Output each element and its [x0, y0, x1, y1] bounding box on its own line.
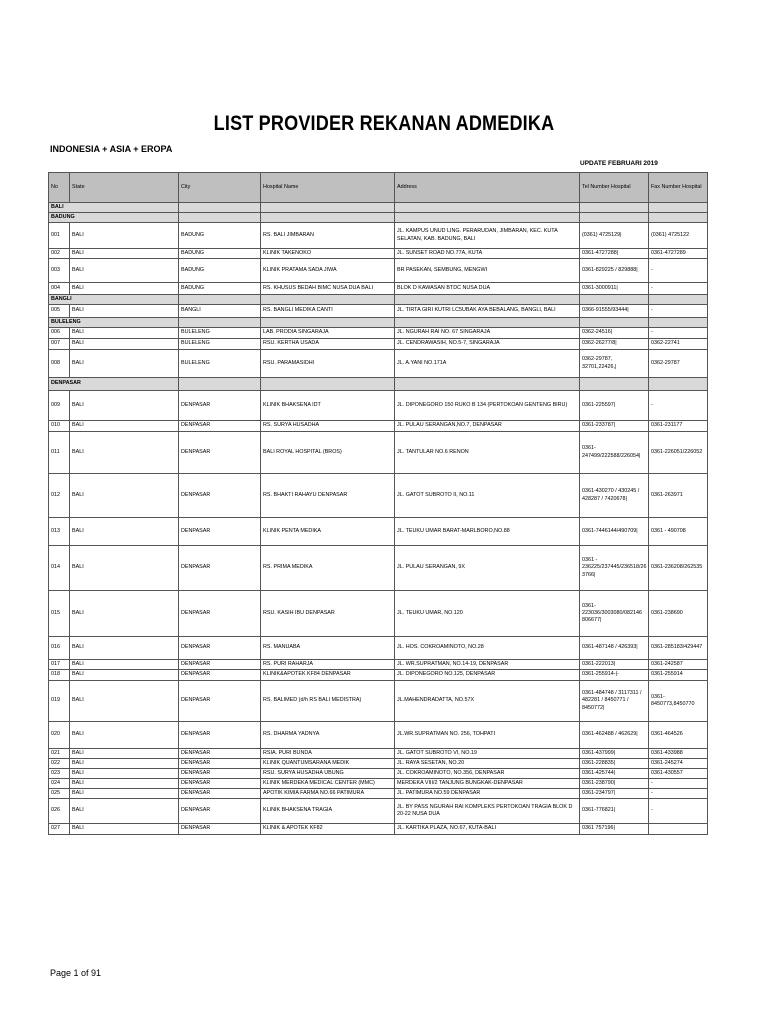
group-empty-cell	[649, 213, 708, 223]
cell-city: DENPASAR	[179, 670, 261, 681]
cell-tel: 0361-3000911|	[580, 283, 649, 295]
cell-hospital-name: RS. MANUABA	[261, 637, 395, 660]
cell-tel: 0361-228835|	[580, 759, 649, 769]
cell-tel: 0361-4727288|	[580, 249, 649, 259]
cell-state: BALI	[70, 474, 179, 518]
cell-address: JL. TANTULAR NO.6 RENON	[395, 432, 580, 474]
table-row	[49, 421, 708, 432]
cell-hospital-name: LAB. PRODIA SINGARAJA	[261, 328, 395, 339]
cell-address: BLOK D KAWASAN BTDC NUSA DUA	[395, 283, 580, 295]
cell-no: 024	[49, 779, 70, 789]
group-empty-cell	[395, 213, 580, 223]
cell-no: 021	[49, 749, 70, 759]
cell-city: BADUNG	[179, 223, 261, 249]
header-no: No	[49, 173, 70, 203]
group-label: BALI	[49, 203, 179, 213]
cell-fax: 0361-236208/262535	[649, 546, 708, 591]
cell-fax: 0361-245274	[649, 759, 708, 769]
cell-state: BALI	[70, 249, 179, 259]
cell-no: 017	[49, 660, 70, 670]
group-empty-cell	[179, 213, 261, 223]
header-state: State	[70, 173, 179, 203]
cell-fax: -	[649, 283, 708, 295]
table-body	[49, 203, 708, 835]
cell-city: BULELENG	[179, 339, 261, 350]
cell-fax: -	[649, 789, 708, 799]
cell-fax: -	[649, 779, 708, 789]
cell-tel: 0361-255914-|-	[580, 670, 649, 681]
cell-fax: -	[649, 328, 708, 339]
cell-tel: 0361-7446144/490709|	[580, 518, 649, 546]
group-empty-cell	[395, 203, 580, 213]
cell-city: DENPASAR	[179, 660, 261, 670]
cell-city: DENPASAR	[179, 474, 261, 518]
cell-fax: 0361-8450773,8450770	[649, 681, 708, 722]
group-empty-cell	[649, 378, 708, 391]
cell-no: 004	[49, 283, 70, 295]
cell-city: DENPASAR	[179, 681, 261, 722]
cell-state: BALI	[70, 350, 179, 378]
cell-address: JL. TEUKU UMAR, NO.120	[395, 591, 580, 637]
cell-hospital-name: BALI ROYAL HOSPITAL (BROS)	[261, 432, 395, 474]
cell-hospital-name: RS. DHARMA YADNYA	[261, 722, 395, 749]
cell-no: 019	[49, 681, 70, 722]
cell-fax: 0361-226051/226052	[649, 432, 708, 474]
cell-address: JL. CENDRAWASIH, NO.5-7, SINGARAJA	[395, 339, 580, 350]
cell-address: JL. WR.SUPRATMAN, NO.14-19, DENPASAR	[395, 660, 580, 670]
cell-state: BALI	[70, 432, 179, 474]
cell-no: 027	[49, 824, 70, 835]
cell-address: JL. BY PASS NGURAH RAI KOMPLEKS PERTOKOAN TRAGIA BLOK D 20-22 NUSA DUA	[395, 799, 580, 824]
cell-city: DENPASAR	[179, 779, 261, 789]
cell-tel: 0361-238790|	[580, 779, 649, 789]
cell-no: 005	[49, 305, 70, 318]
cell-no: 014	[49, 546, 70, 591]
cell-hospital-name: KLINIK&APOTEK KF84 DENPASAR	[261, 670, 395, 681]
cell-hospital-name: RS. PRIMA MEDIKA	[261, 546, 395, 591]
cell-state: BALI	[70, 789, 179, 799]
cell-fax: 0361 - 490708	[649, 518, 708, 546]
cell-no: 003	[49, 259, 70, 283]
cell-address: JL. PULAU SERANGAN,NO.7, DENPASAR	[395, 421, 580, 432]
cell-city: DENPASAR	[179, 546, 261, 591]
cell-hospital-name: RS. BHAKTI RAHAYU DENPASAR	[261, 474, 395, 518]
table-row	[49, 249, 708, 259]
cell-hospital-name: RS. BALI JIMBARAN	[261, 223, 395, 249]
cell-hospital-name: RS. BANGLI MEDIKA CANTI	[261, 305, 395, 318]
header-address: Address	[395, 173, 580, 203]
cell-hospital-name: KLINIK PRATAMA SADA JIWA	[261, 259, 395, 283]
cell-tel: 0361-233787|	[580, 421, 649, 432]
cell-state: BALI	[70, 339, 179, 350]
group-empty-cell	[395, 318, 580, 328]
header-fax: Fax Number Hospital	[649, 173, 708, 203]
cell-no: 025	[49, 789, 70, 799]
cell-address: JL. GATOT SUBROTO VI, NO.19	[395, 749, 580, 759]
cell-no: 013	[49, 518, 70, 546]
cell-fax: 0361-464526	[649, 722, 708, 749]
cell-fax: 0361-242587	[649, 660, 708, 670]
group-empty-cell	[580, 213, 649, 223]
cell-hospital-name: RSU. SURYA HUSADHA UBUNG	[261, 769, 395, 779]
table-row	[49, 759, 708, 769]
table-row	[49, 350, 708, 378]
cell-city: DENPASAR	[179, 421, 261, 432]
group-row	[49, 318, 708, 328]
group-label: BANGLI	[49, 295, 179, 305]
cell-hospital-name: RSU. KERTHA USADA	[261, 339, 395, 350]
cell-no: 007	[49, 339, 70, 350]
table-row	[49, 223, 708, 249]
cell-city: BADUNG	[179, 283, 261, 295]
cell-state: BALI	[70, 749, 179, 759]
group-empty-cell	[580, 318, 649, 328]
cell-tel: 0362-29787, 32701,22426,|	[580, 350, 649, 378]
cell-address: JL. PATIMURA NO.59 DENPASAR	[395, 789, 580, 799]
cell-address: MERDEKA VIII/2 TANJUNG BUNGKAK-DENPASAR	[395, 779, 580, 789]
cell-state: BALI	[70, 779, 179, 789]
cell-fax: 0361-255914	[649, 670, 708, 681]
table-row	[49, 591, 708, 637]
table-row	[49, 749, 708, 759]
update-label: UPDATE FEBRUARI 2019	[580, 160, 658, 167]
cell-hospital-name: KLINIK MERDEKA MEDICAL CENTER (MMC)	[261, 779, 395, 789]
cell-hospital-name: KLINIK BHAKSENA TRAGIA	[261, 799, 395, 824]
cell-city: DENPASAR	[179, 391, 261, 421]
group-label: BULELENG	[49, 318, 179, 328]
cell-tel: 0361-484748 / 3117311 / 482281 / 8450771 / 8450772|	[580, 681, 649, 722]
group-empty-cell	[649, 203, 708, 213]
group-empty-cell	[395, 295, 580, 305]
cell-no: 002	[49, 249, 70, 259]
table-row	[49, 789, 708, 799]
cell-city: DENPASAR	[179, 769, 261, 779]
cell-no: 009	[49, 391, 70, 421]
table-row	[49, 474, 708, 518]
table-row	[49, 339, 708, 350]
cell-hospital-name: RS. KHUSUS BEDAH BIMC NUSA DUA BALI	[261, 283, 395, 295]
cell-tel: 0366-91555/93444|	[580, 305, 649, 318]
cell-address: JL. TEUKU UMAR BARAT-MARLBORO,NO.88	[395, 518, 580, 546]
cell-state: BALI	[70, 223, 179, 249]
cell-fax: -	[649, 799, 708, 824]
cell-city: BADUNG	[179, 249, 261, 259]
group-label: BADUNG	[49, 213, 179, 223]
cell-no: 010	[49, 421, 70, 432]
cell-hospital-name: KLINIK QUANTUMSARANA MEDIK	[261, 759, 395, 769]
group-row	[49, 378, 708, 391]
cell-city: BULELENG	[179, 350, 261, 378]
table-row	[49, 328, 708, 339]
table-row	[49, 283, 708, 295]
cell-hospital-name: RS. PURI RAHARJA	[261, 660, 395, 670]
header-tel: Tel Number Hospital	[580, 173, 649, 203]
cell-tel: 0362-24516|	[580, 328, 649, 339]
cell-no: 001	[49, 223, 70, 249]
cell-no: 026	[49, 799, 70, 824]
cell-tel: 0361 - 236225/237445/236518/263766|	[580, 546, 649, 591]
cell-state: BALI	[70, 660, 179, 670]
table-row	[49, 722, 708, 749]
group-label: DENPASAR	[49, 378, 179, 391]
cell-fax: 0361-285183/429447	[649, 637, 708, 660]
cell-fax	[649, 824, 708, 835]
cell-no: 006	[49, 328, 70, 339]
group-empty-cell	[261, 295, 395, 305]
cell-fax: -	[649, 391, 708, 421]
cell-address: JL. DIPONEGORO NO.125, DENPASAR	[395, 670, 580, 681]
cell-address: JL.WR.SUPRATMAN NO. 256, TOHPATI	[395, 722, 580, 749]
cell-address: JL. SUNSET ROAD NO.77A, KUTA	[395, 249, 580, 259]
group-empty-cell	[261, 213, 395, 223]
cell-tel: 0361-462488 / 462629|	[580, 722, 649, 749]
header-city: City	[179, 173, 261, 203]
group-empty-cell	[649, 318, 708, 328]
table-row	[49, 637, 708, 660]
cell-address: JL. KAMPUS UNUD LING. PERARUDAN, JIMBARAN, KEC. KUTA SELATAN, KAB. BADUNG, BALI	[395, 223, 580, 249]
cell-city: DENPASAR	[179, 722, 261, 749]
cell-state: BALI	[70, 759, 179, 769]
cell-hospital-name: RSIA. PURI BUNDA	[261, 749, 395, 759]
group-empty-cell	[261, 378, 395, 391]
cell-state: BALI	[70, 637, 179, 660]
cell-tel: 0361-437999|	[580, 749, 649, 759]
cell-tel: 0361-829225 / 829888|	[580, 259, 649, 283]
group-empty-cell	[580, 203, 649, 213]
cell-state: BALI	[70, 305, 179, 318]
cell-city: DENPASAR	[179, 759, 261, 769]
table-row	[49, 518, 708, 546]
cell-tel: 0362-26277/8|	[580, 339, 649, 350]
table-row	[49, 259, 708, 283]
table-row	[49, 432, 708, 474]
cell-city: BADUNG	[179, 259, 261, 283]
cell-hospital-name: KLINIK & APOTEK KF82	[261, 824, 395, 835]
cell-fax: 0361-433988	[649, 749, 708, 759]
group-empty-cell	[179, 203, 261, 213]
cell-hospital-name: RS. SURYA HUSADHA	[261, 421, 395, 432]
cell-tel: (0361) 4725129|	[580, 223, 649, 249]
page-number: Page 1 of 91	[50, 968, 102, 978]
cell-address: JL. RAYA SESETAN, NO.20	[395, 759, 580, 769]
cell-no: 016	[49, 637, 70, 660]
cell-no: 008	[49, 350, 70, 378]
group-empty-cell	[261, 318, 395, 328]
cell-hospital-name: KLINIK BHAKSENA IDT	[261, 391, 395, 421]
table-row	[49, 779, 708, 789]
cell-city: DENPASAR	[179, 749, 261, 759]
group-empty-cell	[179, 318, 261, 328]
cell-city: DENPASAR	[179, 799, 261, 824]
cell-city: DENPASAR	[179, 637, 261, 660]
cell-state: BALI	[70, 518, 179, 546]
cell-hospital-name: RS. BALIMED (d/h RS BALI MEDISTRA)	[261, 681, 395, 722]
cell-address: JL. COKROAMINOTO, NO.356, DENPASAR	[395, 769, 580, 779]
cell-fax: 0361-4727289	[649, 249, 708, 259]
cell-state: BALI	[70, 681, 179, 722]
cell-hospital-name: RSU. KASIH IBU DENPASAR	[261, 591, 395, 637]
cell-state: BALI	[70, 421, 179, 432]
cell-state: BALI	[70, 799, 179, 824]
group-row	[49, 213, 708, 223]
cell-address: JL. DIPONEGORO 150 RUKO B 134 (PERTOKOAN GENTENG BIRU)	[395, 391, 580, 421]
cell-tel: 0361-223036/3003080/082146 806677|	[580, 591, 649, 637]
document-title: LIST PROVIDER REKANAN ADMEDIKA	[213, 112, 555, 135]
cell-state: BALI	[70, 328, 179, 339]
cell-tel: 0361-222013|	[580, 660, 649, 670]
cell-fax: -	[649, 259, 708, 283]
table-row	[49, 546, 708, 591]
group-empty-cell	[580, 295, 649, 305]
cell-fax: 0361-430557	[649, 769, 708, 779]
cell-address: JL. TIRTA GIRI KUTRI LC5UBAK AYA BEBALANG, BANGLI, BALI	[395, 305, 580, 318]
table-row	[49, 391, 708, 421]
document-subtitle: INDONESIA + ASIA + EROPA	[50, 144, 173, 154]
cell-fax: 0362-22741	[649, 339, 708, 350]
group-empty-cell	[179, 378, 261, 391]
cell-state: BALI	[70, 283, 179, 295]
cell-tel: 0361-247499/222588/226054|	[580, 432, 649, 474]
group-empty-cell	[179, 295, 261, 305]
cell-no: 022	[49, 759, 70, 769]
cell-no: 012	[49, 474, 70, 518]
cell-tel: 0361-487148 / 426393|	[580, 637, 649, 660]
cell-no: 018	[49, 670, 70, 681]
group-row	[49, 295, 708, 305]
cell-address: JL. PULAU SERANGAN, 9X	[395, 546, 580, 591]
table-row	[49, 660, 708, 670]
cell-address: JL.MAHENDRADATTA, NO.57X	[395, 681, 580, 722]
group-empty-cell	[395, 378, 580, 391]
cell-city: DENPASAR	[179, 591, 261, 637]
group-empty-cell	[649, 295, 708, 305]
table-row	[49, 824, 708, 835]
header-hospital-name: Hospital Name	[261, 173, 395, 203]
cell-hospital-name: RSU. PARAMASIDHI	[261, 350, 395, 378]
cell-no: 020	[49, 722, 70, 749]
cell-state: BALI	[70, 591, 179, 637]
cell-fax: 0361-263971	[649, 474, 708, 518]
cell-state: BALI	[70, 546, 179, 591]
cell-state: BALI	[70, 824, 179, 835]
cell-tel: 0361 757196|	[580, 824, 649, 835]
table-row	[49, 769, 708, 779]
cell-no: 015	[49, 591, 70, 637]
cell-address: JL. KARTIKA PLAZA, NO.67, KUTA-BALI	[395, 824, 580, 835]
table-row	[49, 681, 708, 722]
cell-tel: 0361-430270 / 430245 / 428287 / 7420678|	[580, 474, 649, 518]
group-row	[49, 203, 708, 213]
cell-no: 023	[49, 769, 70, 779]
cell-city: DENPASAR	[179, 432, 261, 474]
cell-city: DENPASAR	[179, 789, 261, 799]
cell-address: JL. A.YANI NO.171A	[395, 350, 580, 378]
cell-fax: 0361-231177	[649, 421, 708, 432]
provider-table	[48, 172, 708, 835]
cell-state: BALI	[70, 722, 179, 749]
cell-state: BALI	[70, 391, 179, 421]
table-header-row	[49, 173, 708, 203]
cell-address: BR PASEKAN, SEMBUNG, MENGWI	[395, 259, 580, 283]
cell-no: 011	[49, 432, 70, 474]
cell-address: JL. NGURAH RAI NO. 67 SINGARAJA	[395, 328, 580, 339]
cell-fax: 0362-29787	[649, 350, 708, 378]
cell-tel: 0361-776821|	[580, 799, 649, 824]
table-row	[49, 305, 708, 318]
cell-city: DENPASAR	[179, 518, 261, 546]
cell-city: BULELENG	[179, 328, 261, 339]
table-row	[49, 799, 708, 824]
cell-hospital-name: APOTIK KIMIA FARMA NO.66 PATIMURA	[261, 789, 395, 799]
group-empty-cell	[261, 203, 395, 213]
cell-state: BALI	[70, 670, 179, 681]
cell-tel: 0361-234797|	[580, 789, 649, 799]
cell-fax: 0361-238690	[649, 591, 708, 637]
cell-state: BALI	[70, 769, 179, 779]
cell-fax: -	[649, 305, 708, 318]
group-empty-cell	[580, 378, 649, 391]
cell-tel: 0361-425744|	[580, 769, 649, 779]
cell-state: BALI	[70, 259, 179, 283]
cell-tel: 0361-225597|	[580, 391, 649, 421]
cell-hospital-name: KLINIK TAKENOKO	[261, 249, 395, 259]
table-row	[49, 670, 708, 681]
cell-city: DENPASAR	[179, 824, 261, 835]
cell-hospital-name: KLINIK PENTA MEDIKA	[261, 518, 395, 546]
cell-city: BANGLI	[179, 305, 261, 318]
cell-fax: (0361) 4725122	[649, 223, 708, 249]
cell-address: JL. HOS. COKROAMINOTO, NO.28	[395, 637, 580, 660]
cell-address: JL. GATOT SUBROTO II, NO.11	[395, 474, 580, 518]
